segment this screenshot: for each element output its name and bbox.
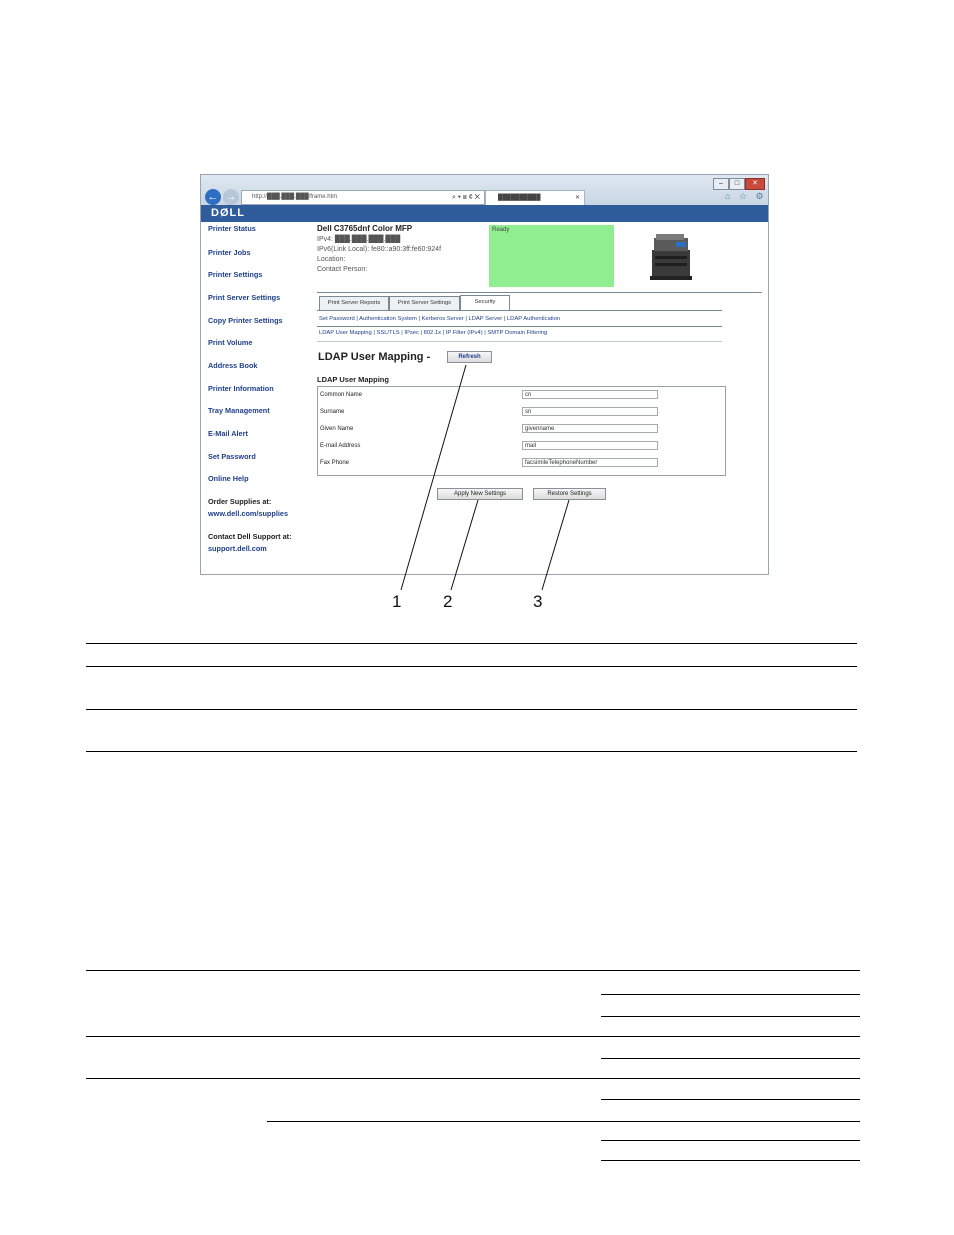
tab-print-server-reports[interactable]: Print Server Reports [319,296,389,310]
browser-tab-title: ██████████ [498,195,541,201]
sidebar-item-print-volume[interactable]: Print Volume [208,338,253,347]
section-title: LDAP User Mapping [317,375,389,384]
sidebar-item-tray-management[interactable]: Tray Management [208,406,270,415]
page-title: LDAP User Mapping - [318,351,431,363]
callout-number-1: 1 [392,592,402,611]
table2-rule [601,1099,860,1100]
sidebar-item-online-help[interactable]: Online Help [208,474,249,483]
order-supplies-label: Order Supplies at: [208,497,272,506]
table2-rule [601,994,860,995]
callout-line-3 [542,500,569,590]
table2-rule-top [86,970,860,971]
support-label: Contact Dell Support at: [208,532,292,541]
status-text: Ready [492,227,510,233]
sidebar-item-printer-settings[interactable]: Printer Settings [208,270,263,279]
table1-rule-bottom [86,751,857,752]
address-url: http://███.███.███/frame.htm [252,194,338,200]
sidebar-item-address-book[interactable]: Address Book [208,361,258,370]
field-label-email-address: E-mail Address [320,443,361,449]
table2-rule [601,1058,860,1059]
tab-print-server-settings[interactable]: Print Server Settings [389,296,460,310]
table1-rule [86,666,857,667]
support-link[interactable]: support.dell.com [208,544,267,553]
fax-phone-input[interactable]: facsimileTelephoneNumber [522,458,658,467]
order-supplies-link[interactable]: www.dell.com/supplies [208,509,289,518]
table2-rule-bottom [601,1160,860,1161]
sidebar-item-copy-printer-settings[interactable]: Copy Printer Settings [208,316,283,325]
device-location: Location: [317,256,346,263]
callout-number-3: 3 [533,592,543,611]
email-address-input[interactable]: mail [522,441,658,450]
field-label-given-name: Given Name [320,426,354,432]
apply-new-settings-button[interactable]: Apply New Settings [437,488,523,500]
device-ipv6: IPv6(Link Local): fe80::a90:3ff:fe60:924f [317,246,442,253]
field-label-surname: Surname [320,409,345,415]
surname-input[interactable]: sn [522,407,658,416]
given-name-input[interactable]: givenname [522,424,658,433]
device-ipv4: IPv4: ███.███.███.███ [317,236,401,243]
maximize-icon[interactable]: □ [729,178,745,190]
common-name-input[interactable]: cn [522,390,658,399]
callout-line-2 [451,500,478,590]
table1-rule-top [86,643,857,644]
forward-icon[interactable]: → [223,189,239,205]
callout-number-2: 2 [443,592,453,611]
minimize-icon[interactable]: – [713,178,729,190]
device-contact: Contact Person: [317,266,368,273]
back-icon[interactable]: ← [205,189,221,205]
sidebar-item-printer-information[interactable]: Printer Information [208,384,274,393]
sidebar-item-email-alert[interactable]: E-Mail Alert [208,429,248,438]
table2-rule [86,1078,860,1079]
table2-rule [86,1036,860,1037]
dell-logo: DØLL [211,207,245,219]
close-icon[interactable]: ✕ [745,178,765,190]
sidebar-item-printer-jobs[interactable]: Printer Jobs [208,248,251,257]
tab-security[interactable]: Security [460,295,510,310]
table1-rule [86,709,857,710]
table2-rule [601,1016,860,1017]
field-label-common-name: Common Name [320,392,363,398]
toolbar-icons[interactable]: ⌂ ☆ ⚙ [725,191,767,201]
security-sublinks-row1[interactable]: Set Password | Authentication System | Kerberos Server | LDAP Server | LDAP Authentication [319,316,561,322]
table2-rule [601,1140,860,1141]
restore-settings-button[interactable]: Restore Settings [533,488,606,500]
sidebar-item-printer-status[interactable]: Printer Status [208,224,256,233]
sidebar-item-print-server-settings[interactable]: Print Server Settings [208,293,281,302]
refresh-button[interactable]: Refresh [447,351,492,363]
callout-line-1 [401,365,466,590]
security-sublinks-row2[interactable]: LDAP User Mapping | SSL/TLS | IPsec | 802.1x | IP Filter (IPv4) | SMTP Domain Filtering [319,330,548,336]
table2-rule [267,1121,860,1122]
field-label-fax-phone: Fax Phone [320,460,350,466]
device-name: Dell C3765dnf Color MFP [317,224,413,233]
sidebar-item-set-password[interactable]: Set Password [208,452,256,461]
tab-close-icon[interactable]: ✕ [574,195,580,201]
address-controls-icon[interactable]: ⌕ ▾ ≣ ¢ ✕ [452,194,480,201]
